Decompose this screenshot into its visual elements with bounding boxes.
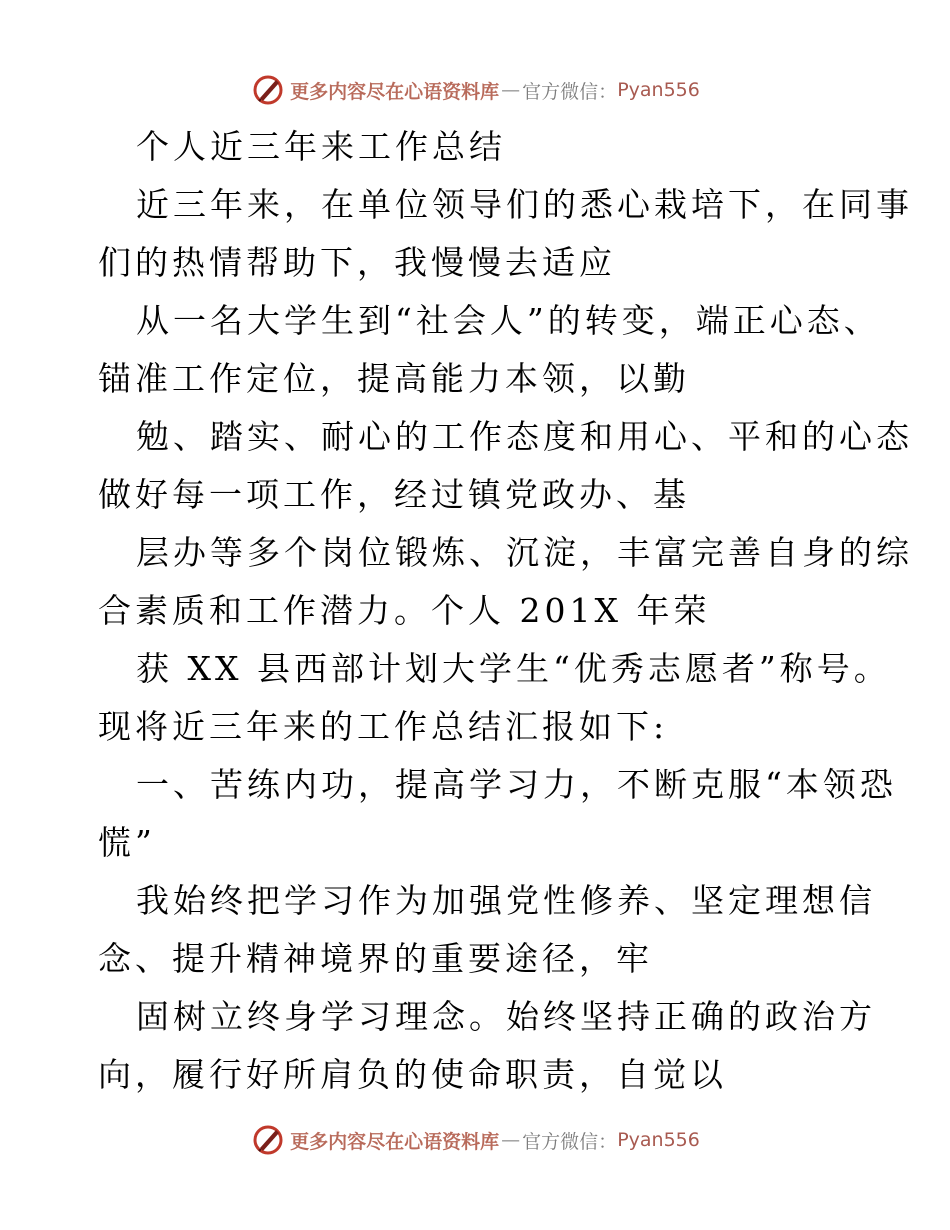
paragraph-line: 我始终把学习作为加强党性修养、坚定理想信: [136, 881, 876, 920]
section-heading: 一、苦练内功，提高学习力，不断克服“本领恐: [136, 765, 897, 804]
banner-dash: —: [501, 79, 521, 101]
banner-wechat-id: Pyan556: [617, 1129, 700, 1151]
banner-text: 更多内容尽在心语资料库: [290, 80, 500, 103]
paragraph-line: 做好每一项工作，经过镇党政办、基: [98, 475, 690, 514]
paragraph-line: 念、提升精神境界的重要途径，牢: [98, 939, 653, 978]
quill-logo-icon: [250, 72, 286, 108]
paragraph-line: 现将近三年来的工作总结汇报如下:: [98, 707, 669, 746]
paragraph-line: 层办等多个岗位锻炼、沉淀，丰富完善自身的综: [136, 533, 913, 572]
header-banner: [0, 70, 950, 110]
banner-dash: —: [501, 1129, 521, 1151]
paragraph-line: 锚准工作定位，提高能力本领，以勤: [98, 359, 690, 398]
banner-wechat-label: 官方微信：: [522, 1130, 618, 1153]
paragraph-line: 向，履行好所肩负的使命职责，自觉以: [98, 1055, 727, 1094]
paragraph-line: 从一名大学生到“社会人”的转变，端正心态、: [136, 301, 881, 340]
document-body: [98, 118, 913, 1104]
section-heading-cont: 慌”: [98, 823, 156, 862]
document-title: 个人近三年来工作总结: [136, 127, 506, 166]
paragraph-line: 近三年来，在单位领导们的悉心栽培下，在同事: [136, 185, 913, 224]
paragraph-line: 固树立终身学习理念。始终坚持正确的政治方: [136, 997, 876, 1036]
banner-wechat-id: Pyan556: [617, 79, 700, 101]
banner-text: 更多内容尽在心语资料库: [290, 1130, 500, 1153]
paragraph-line: 勉、踏实、耐心的工作态度和用心、平和的心态: [136, 417, 913, 456]
paragraph-line: 们的热情帮助下，我慢慢去适应: [98, 243, 616, 282]
footer-banner: [0, 1120, 950, 1160]
quill-logo-icon: [250, 1122, 286, 1158]
paragraph-line: 合素质和工作潜力。个人 201X 年荣: [98, 591, 711, 630]
banner-wechat-label: 官方微信：: [522, 80, 618, 103]
paragraph-line: 获 XX 县西部计划大学生“优秀志愿者”称号。: [136, 649, 891, 688]
